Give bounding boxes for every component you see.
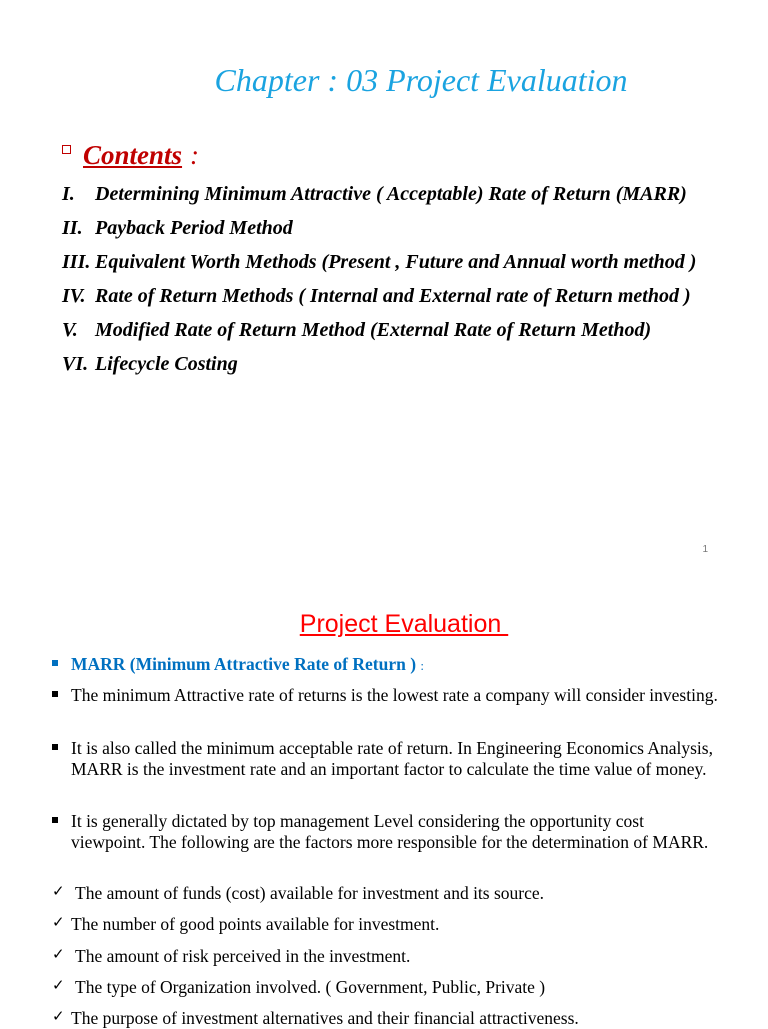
toc-item — [62, 180, 696, 214]
checkmark-icon: ✓ — [52, 882, 65, 900]
page-number: 1 — [702, 544, 708, 555]
bullet-text: It is generally dictated by top management Level considering the opportunity cost viewpoint. The following are the factors more responsible for the determination of MARR. — [71, 811, 709, 852]
slide-title-text: Project Evaluation — [299, 610, 509, 638]
toc-item — [62, 214, 696, 248]
contents-heading — [62, 140, 199, 171]
bullet-item — [50, 738, 720, 779]
toc-text: Determining Minimum Attractive ( Acceptable) Rate of Return (MARR) — [95, 183, 687, 205]
check-item — [50, 914, 720, 935]
toc-item — [62, 350, 696, 384]
toc-number: V. — [62, 319, 78, 341]
check-text: The type of Organization involved. ( Government, Public, Private ) — [75, 977, 546, 997]
toc-number: III. — [62, 251, 91, 273]
toc-item — [62, 316, 696, 350]
toc-number: IV. — [62, 285, 86, 307]
check-text: The amount of risk perceived in the investment. — [75, 946, 411, 966]
check-item — [50, 946, 720, 967]
hollow-square-icon — [62, 145, 71, 154]
slide-title — [0, 610, 768, 639]
slide-project-evaluation — [0, 580, 768, 1028]
toc-text: Rate of Return Methods ( Internal and External rate of Return method ) — [95, 285, 691, 307]
checkmark-icon: ✓ — [52, 945, 65, 963]
checkmark-icon: ✓ — [52, 976, 65, 994]
toc-item — [62, 248, 696, 282]
bullet-item — [50, 685, 720, 706]
chapter-title: Chapter : 03 Project Evaluation — [214, 62, 628, 98]
bullet-text: The minimum Attractive rate of returns is the lowest rate a company will consider investing. — [71, 685, 718, 705]
square-bullet-icon — [52, 744, 58, 750]
check-item — [50, 1008, 720, 1029]
check-text: The amount of funds (cost) available for investment and its source. — [71, 883, 545, 903]
table-of-contents — [62, 180, 696, 384]
toc-text: Modified Rate of Return Method (External Rate of Return Method) — [95, 319, 652, 341]
bullet-text: It is also called the minimum acceptable rate of return. In Engineering Economics Analysis, MARR is the investment rate and an important factor to calculate the time value of money. — [71, 738, 713, 779]
toc-text: Payback Period Method — [95, 217, 293, 239]
toc-number: II. — [62, 217, 83, 239]
square-bullet-icon — [52, 691, 58, 697]
marr-heading-colon: : — [420, 658, 425, 673]
check-text: The number of good points available for investment. — [71, 914, 440, 934]
marr-heading — [50, 654, 720, 677]
toc-text: Equivalent Worth Methods (Present , Future and Annual worth method ) — [95, 251, 697, 273]
contents-label: Contents — [83, 140, 183, 170]
square-bullet-icon — [52, 660, 58, 666]
square-bullet-icon — [52, 817, 58, 823]
toc-number: I. — [62, 183, 75, 205]
marr-heading-text: MARR (Minimum Attractive Rate of Return ) — [71, 654, 417, 674]
toc-item — [62, 282, 696, 316]
contents-colon: : — [190, 140, 200, 170]
bullet-item — [50, 811, 720, 852]
toc-number: VI. — [62, 353, 89, 375]
check-item — [50, 977, 720, 998]
checkmark-icon: ✓ — [52, 913, 65, 931]
check-text: The purpose of investment alternatives and their financial attractiveness. — [71, 1008, 579, 1028]
checkmark-icon: ✓ — [52, 1007, 65, 1025]
toc-text: Lifecycle Costing — [95, 353, 238, 375]
check-item — [50, 883, 720, 904]
